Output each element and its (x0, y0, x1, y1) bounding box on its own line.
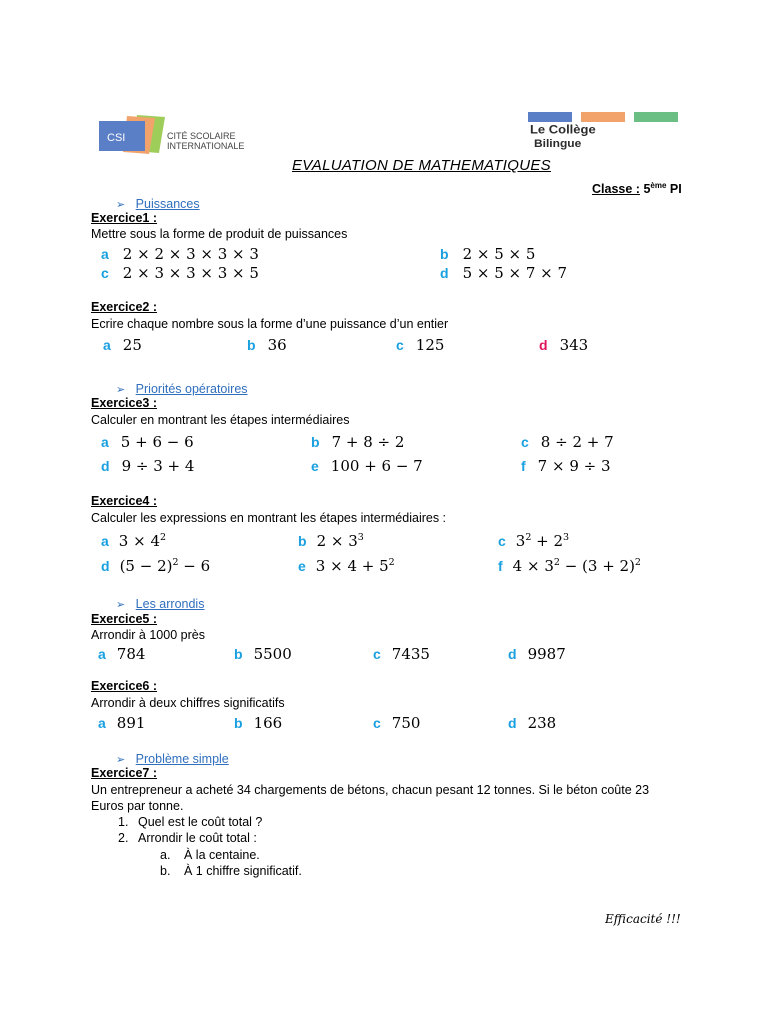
ex7-qa-number: a. (160, 848, 171, 862)
ex7-title: Exercice7 : (91, 766, 158, 780)
ex7-text-line1: Un entrepreneur a acheté 34 chargements de bétons, chacun pesant 12 tonnes. Si le béton coûte 23 (91, 783, 650, 797)
ex4-item-d: d $(5 - 2)^2 - 6$ (101, 557, 211, 575)
ex4-item-e: e $3 \times 4 + 5^2$ (298, 557, 395, 575)
section-puissances: ➢ Puissances (116, 197, 200, 211)
ex6-title: Exercice6 : (91, 679, 158, 693)
ex7-qb: À 1 chiffre significatif. (184, 864, 302, 878)
ex4-item-c: c $3^2 + 2^3$ (498, 532, 570, 550)
arrow-icon: ➢ (116, 754, 126, 766)
ex6-item-b: b 166 (234, 714, 283, 732)
ex7-q2-number: 2. (118, 831, 129, 845)
classe-label: Classe : (592, 182, 640, 197)
ex7-q1-number: 1. (118, 815, 129, 829)
ex1-instruction: Mettre sous la forme de produit de puissances (91, 227, 348, 241)
ex2-instruction: Ecrire chaque nombre sous la forme d’une puissance d’un entier (91, 317, 449, 331)
ex2-item-d: d 343 (539, 336, 589, 354)
ex5-item-b: b 5500 (234, 645, 292, 663)
ex3-item-a: a 5 + 6 − 6 (101, 433, 194, 451)
ex3-item-c: c 8 ÷ 2 + 7 (521, 433, 614, 451)
csi-logo-box-text: CSI (107, 132, 126, 144)
ex1-item-b: b 2 × 5 × 5 (440, 245, 536, 263)
college-logo-bar-blue (528, 112, 572, 122)
college-logo-bar-orange (581, 112, 625, 122)
ex3-item-d: d 9 ÷ 3 + 4 (101, 457, 195, 475)
ex2-item-b: b 36 (247, 336, 287, 354)
ex4-item-b: b $2 \times 3^3$ (298, 532, 364, 550)
arrow-icon: ➢ (116, 199, 126, 211)
ex4-instruction: Calculer les expressions en montrant les étapes intermédiaires : (91, 511, 447, 525)
ex3-item-e: e 100 + 6 − 7 (311, 457, 423, 475)
college-logo-line1: Le Collège (530, 123, 596, 137)
ex4-item-a: a $3 \times 4^2$ (101, 532, 167, 550)
ex3-item-f: f 7 × 9 ÷ 3 (521, 457, 611, 475)
classe-line (592, 178, 682, 197)
ex1-item-c: c 2 × 3 × 3 × 3 × 5 (101, 264, 259, 282)
ex2-item-a: a 25 (103, 336, 142, 354)
college-logo-line2: Bilingue (534, 137, 582, 150)
ex5-item-d: d 9987 (508, 645, 566, 663)
ex1-item-d: d 5 × 5 × 7 × 7 (440, 264, 568, 282)
ex4-title: Exercice4 : (91, 494, 158, 508)
ex7-text-line2: Euros par tonne. (91, 799, 184, 813)
ex6-item-c: c 750 (373, 714, 421, 732)
college-logo (528, 112, 680, 150)
ex6-item-a: a 891 (98, 714, 146, 732)
csi-logo-line1: CITÉ SCOLAIRE (167, 131, 236, 141)
ex3-title: Exercice3 : (91, 396, 158, 410)
ex4-item-f: f $4 \times 3^2 - (3 + 2)^2$ (498, 557, 641, 575)
ex1-item-a: a 2 × 2 × 3 × 3 × 3 (101, 245, 259, 263)
ex5-instruction: Arrondir à 1000 près (91, 628, 205, 642)
ex5-item-a: a 784 (98, 645, 146, 663)
classe-value: 5ème PI (643, 181, 682, 197)
ex7-qb-number: b. (160, 864, 171, 878)
page-title: EVALUATION DE MATHEMATIQUES (292, 157, 551, 174)
ex1-title: Exercice1 : (91, 211, 158, 225)
footer-signature: Efficacité !!! (605, 912, 681, 926)
ex3-item-b: b 7 + 8 ÷ 2 (311, 433, 405, 451)
ex3-instruction: Calculer en montrant les étapes intermédiaires (91, 413, 350, 427)
ex6-item-d: d 238 (508, 714, 557, 732)
csi-logo-line2: INTERNATIONALE (167, 141, 245, 151)
ex7-q1: Quel est le coût total ? (138, 815, 263, 829)
section-priorites: ➢ Priorités opératoires (116, 382, 248, 396)
csi-logo (97, 113, 287, 157)
ex6-instruction: Arrondir à deux chiffres significatifs (91, 696, 285, 710)
ex5-item-c: c 7435 (373, 645, 430, 663)
ex2-title: Exercice2 : (91, 300, 158, 314)
ex5-title: Exercice5 : (91, 612, 158, 626)
ex7-q2: Arrondir le coût total : (138, 831, 257, 845)
ex2-item-c: c 125 (396, 336, 445, 354)
section-probleme: ➢ Problème simple (116, 752, 229, 766)
college-logo-bar-green (634, 112, 678, 122)
section-arrondis: ➢ Les arrondis (116, 597, 205, 611)
arrow-icon: ➢ (116, 384, 126, 396)
ex7-qa: À la centaine. (184, 848, 260, 862)
arrow-icon: ➢ (116, 599, 126, 611)
